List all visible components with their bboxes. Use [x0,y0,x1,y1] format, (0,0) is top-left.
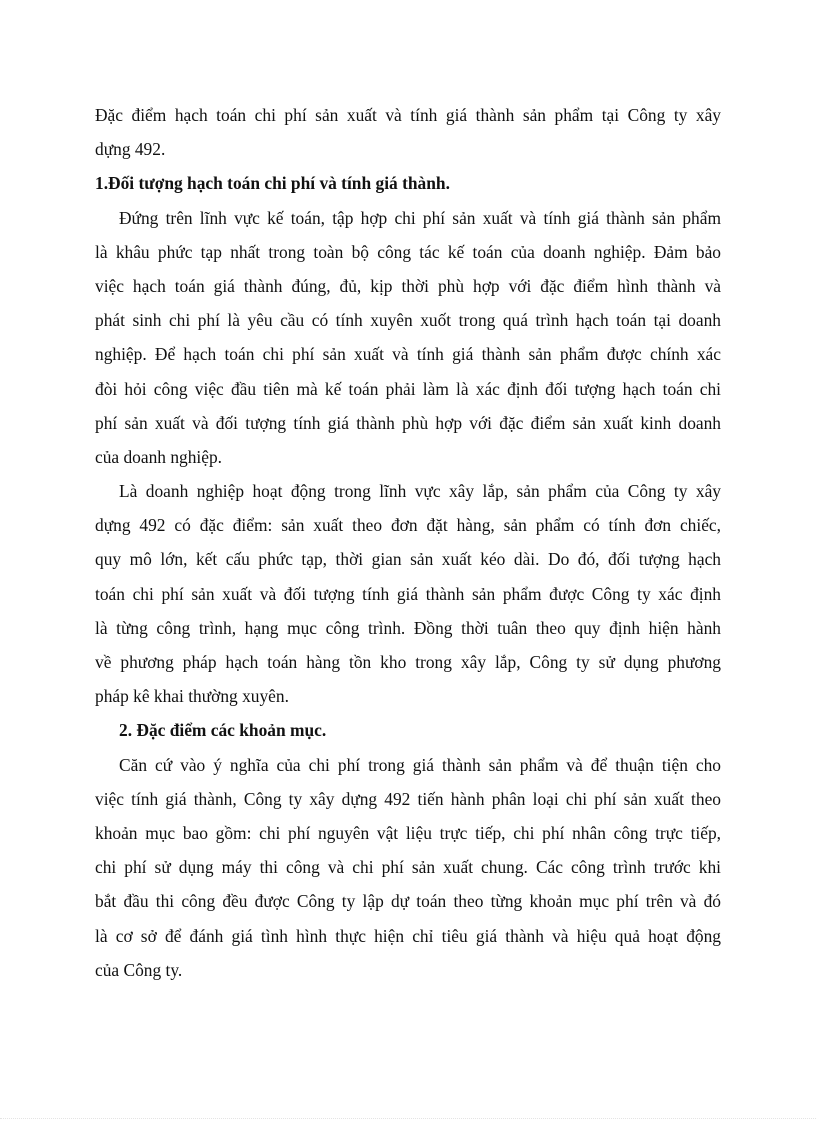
text-line: khoản mục bao gồm: chi phí nguyên vật liệu trực tiếp, chi phí nhân công trực tiếp, [95,822,721,843]
text-line: về phương pháp hạch toán hàng tồn kho trong xây lắp, Công ty sử dụng phương [95,652,721,672]
text-line: Đứng trên lĩnh vực kế toán, tập hợp chi phí sản xuất và tính giá thành sản phẩm [119,207,721,228]
text-line: Căn cứ vào ý nghĩa của chi phí trong giá thành sản phẩm và để thuận tiện cho [119,754,721,775]
section-1-heading: 1.Đối tượng hạch toán chi phí và tính giá thành. [95,173,450,194]
text-line: việc hạch toán giá thành đúng, đủ, kịp thời phù hợp với đặc điểm hình thành và [95,275,721,296]
text-line: pháp kê khai thường xuyên. [95,686,289,707]
text-line: đòi hỏi công việc đầu tiên mà kế toán phải làm là xác định đối tượng hạch toán chi [95,378,721,399]
text-line: là từng công trình, hạng mục công trình. Đồng thời tuân theo quy định hiện hành [95,617,721,638]
text-line: là cơ sở để đánh giá tình hình thực hiện chỉ tiêu giá thành và hiệu quả hoạt động [95,925,721,946]
text-line: Đặc điểm hạch toán chi phí sản xuất và tính giá thành sản phẩm tại Công ty xây [95,105,721,125]
text-line: nghiệp. Để hạch toán chi phí sản xuất và tính giá thành sản phẩm được chính xác [95,344,721,365]
section-2-paragraph-1 [95,748,721,987]
text-line: là khâu phức tạp nhất trong toàn bộ công tác kế toán của doanh nghiệp. Đảm bảo [95,241,721,262]
text-line: việc tính giá thành, Công ty xây dựng 492 tiến hành phân loại chi phí sản xuất theo [95,788,721,809]
text-line: của Công ty. [95,959,183,980]
text-line: dựng 492 có đặc điểm: sản xuất theo đơn đặt hàng, sản phẩm có tính đơn chiếc, [95,515,721,536]
page-bottom-divider [0,1118,816,1119]
document-page [95,98,721,987]
section-1-paragraph-2 [95,474,721,713]
text-line: phí sản xuất và đối tượng tính giá thành phù hợp với đặc điểm sản xuất kinh doanh [95,412,721,433]
text-line: của doanh nghiệp. [95,446,223,467]
text-line: bắt đầu thi công đều được Công ty lập dự toán theo từng khoản mục phí trên và đó [95,891,721,912]
text-line: toán chi phí sản xuất và đối tượng tính giá thành sản phẩm được Công ty xác định [95,583,721,604]
text-line: quy mô lớn, kết cấu phức tạp, thời gian sản xuất kéo dài. Do đó, đối tượng hạch [95,549,721,570]
section-1-paragraph-1 [95,201,721,475]
text-line: chi phí sử dụng máy thi công và chi phí sản xuất chung. Các công trình trước khi [95,857,721,878]
text-line: Là doanh nghiệp hoạt động trong lĩnh vực xây lắp, sản phẩm của Công ty xây [119,481,721,502]
section-2-heading: 2. Đặc điểm các khoản mục. [119,720,327,741]
text-line: phát sinh chi phí là yêu cầu có tính xuyên xuốt trong quá trình hạch toán tại doanh [95,310,721,331]
text-line: dựng 492. [95,139,166,160]
intro-paragraph [95,98,721,166]
